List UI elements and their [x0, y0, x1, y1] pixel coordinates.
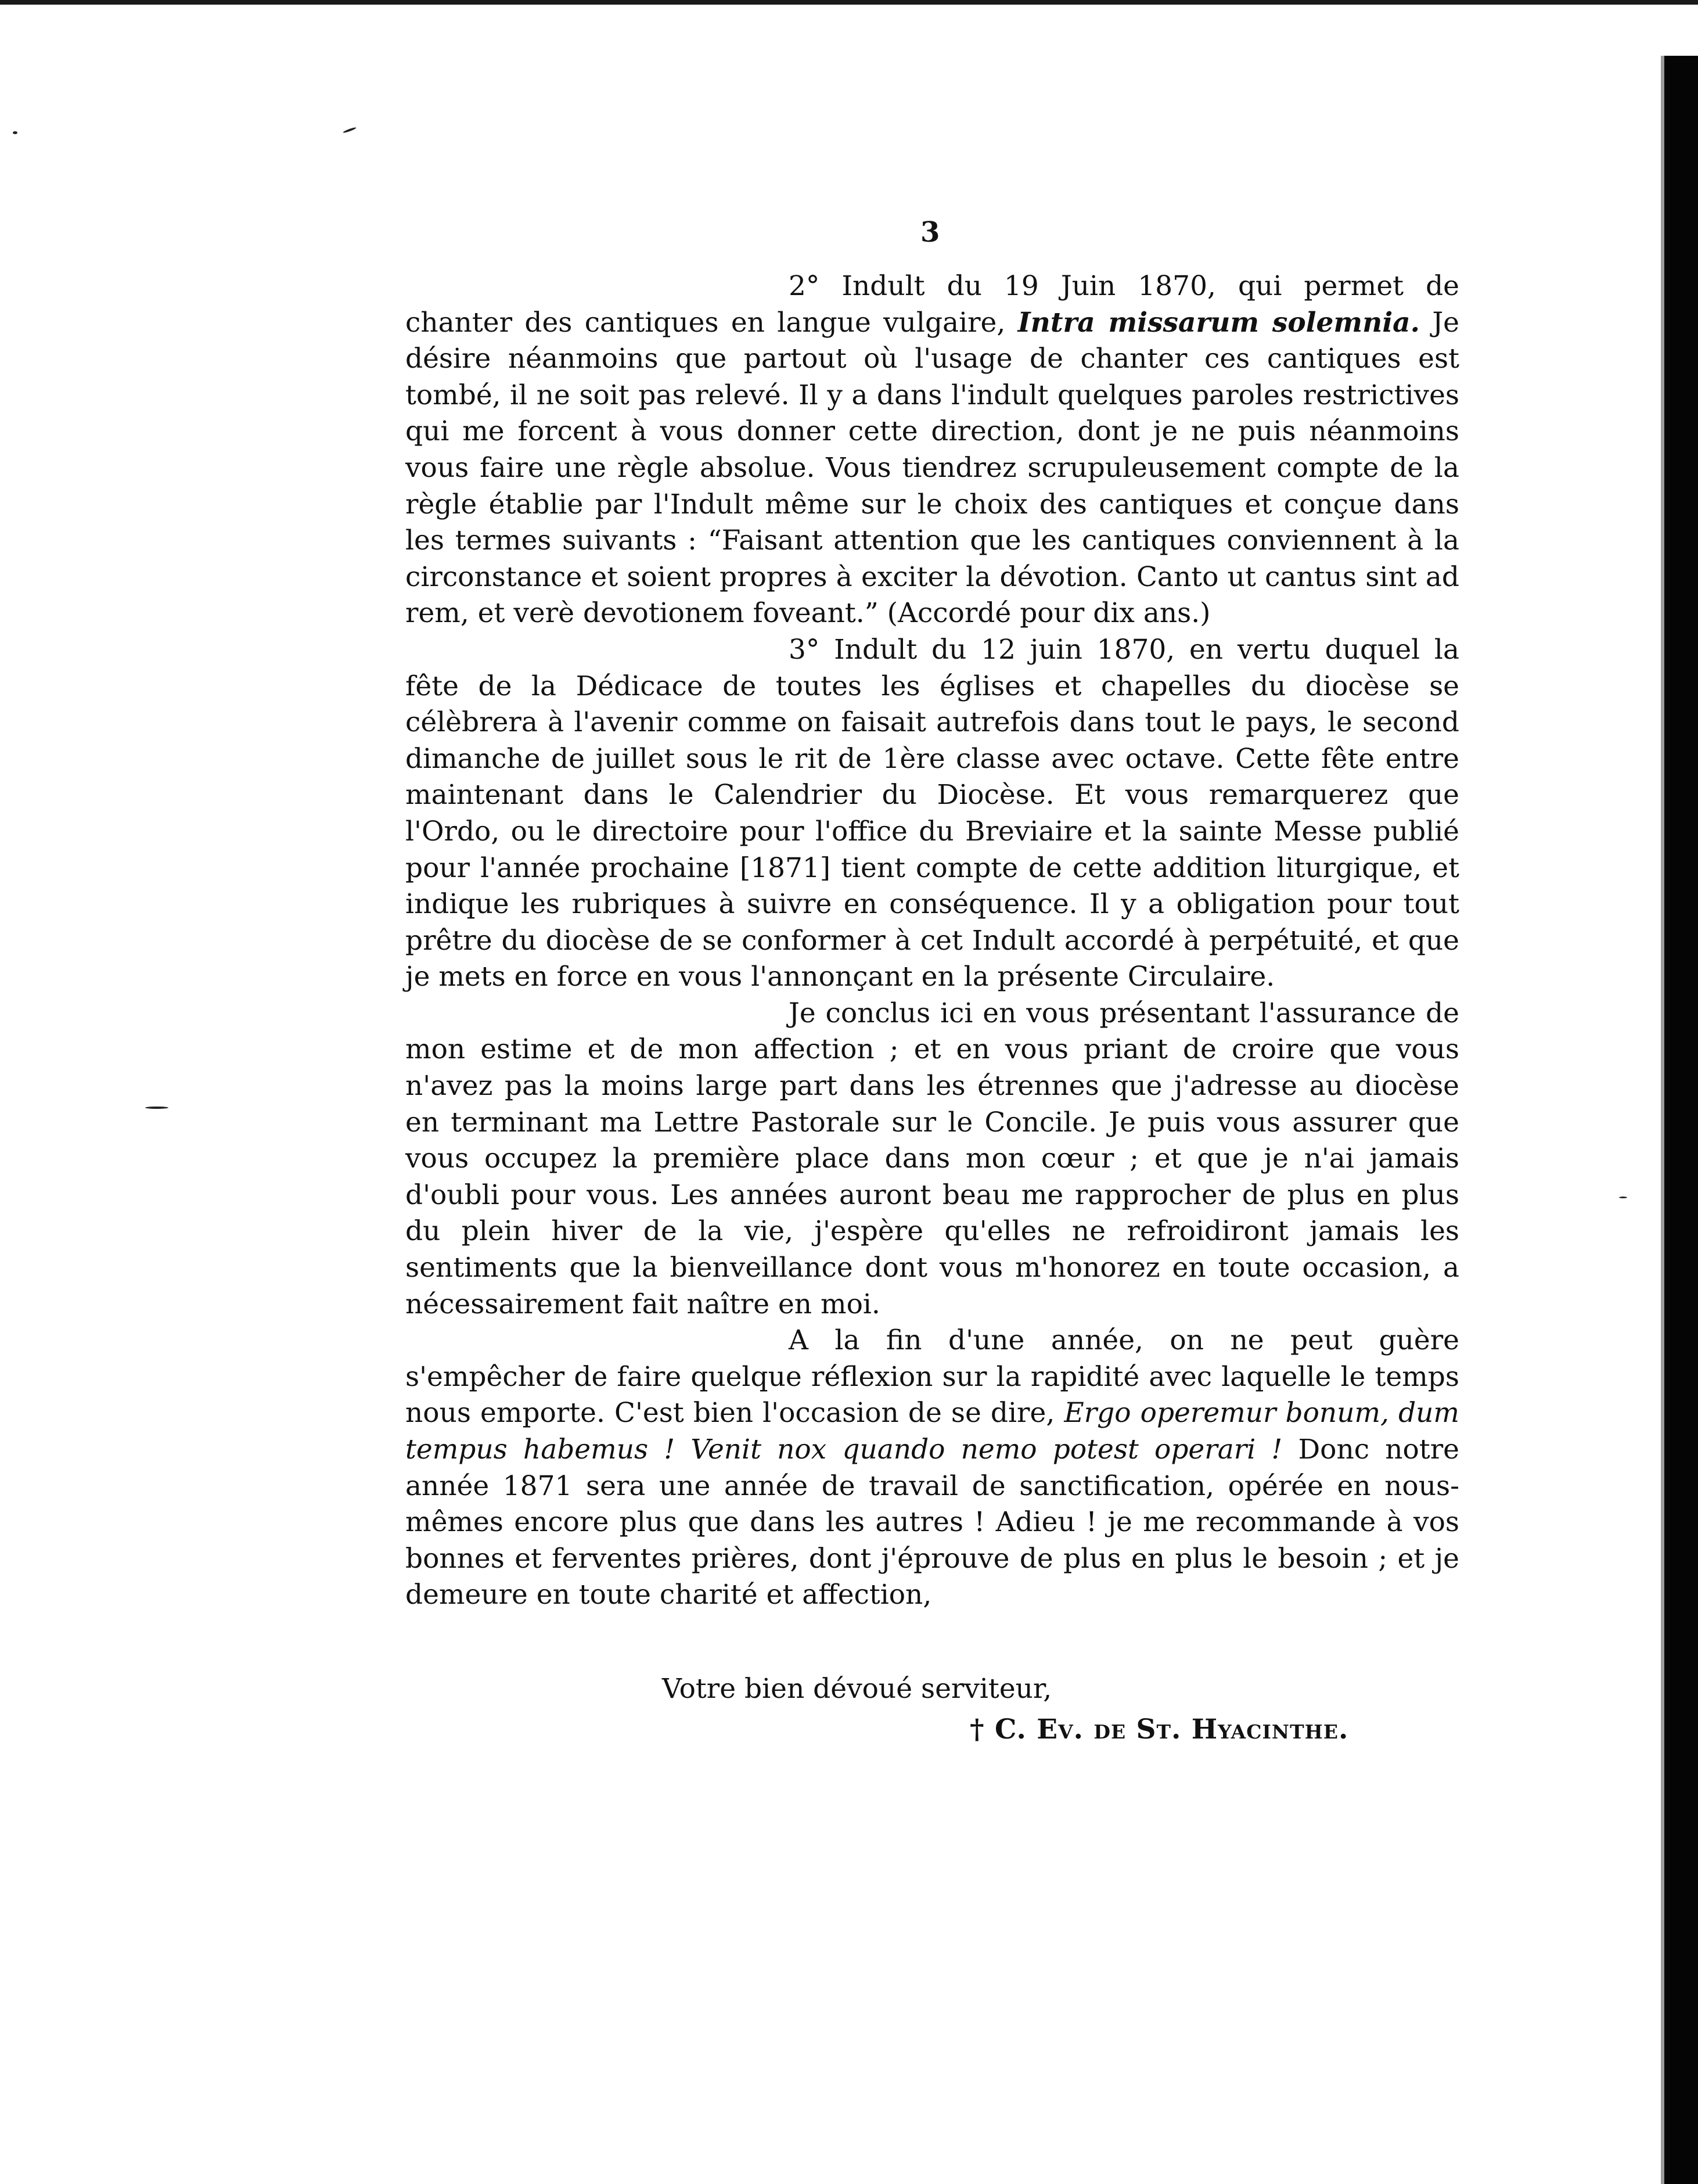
- latin-quote: Ergo operemur bonum, dum tempus habemus ! Venit nox quando nemo potest operari !: [405, 1397, 1460, 1465]
- signature: † C. Ev. de St. Hyacinthe.: [970, 1714, 1349, 1745]
- paragraph-indult-dedicace: 3° Indult du 12 juin 1870, en vertu duquel la fête de la Dédicace de toutes les églises et chapelles du diocèse se célèbrera à l'avenir comme on faisait autrefois dans tout le pays, le second dimanche de juillet sous le rit de 1ère classe avec octave. Cette fête entre maintenant dans le Calendrier du Diocèse. Et vous remarquerez que l'Ordo, ou le directoire pour l'office du Breviaire et la sainte Messe publié pour l'année prochaine [1871] tient compte de cette addition liturgique, et indique les rubriques à suivre en conséquence. Il y a obligation pour tout prêtre du diocèse de se conformer à cet Indult accordé à perpétuité, et que je mets en force en vous l'annonçant en la présente Circulaire.: [405, 633, 1459, 993]
- latin-phrase: Intra missarum solemnia.: [1017, 306, 1420, 339]
- paragraph-text: Je désire néanmoins que partout où l'usage de chanter ces cantiques est tombé, il ne soit pas relevé. Il y a dans l'indult quelques paroles restrictives qui me forcent à vous donner cette direction, dont je ne puis néanmoins vous faire une règle absolue. Vous tiendrez scrupuleusement compte de la règle établie par l'Indult même sur le choix des cantiques et conçue dans les termes suivants : “Faisant attention que les cantiques conviennent à la circonstance et soient propres à exciter la dévotion. Canto ut cantus sint ad rem, et verè devotionem foveant.” (Accordé pour dix ans.): [405, 306, 1459, 630]
- paragraph-conclusion: Je conclus ici en vous présentant l'assurance de mon estime et de mon affection ; et en vous priant de croire que vous n'avez pas la moins large part dans les étrennes que j'adresse au diocèse en terminant ma Lettre Pastorale sur le Concile. Je puis vous assurer que vous occupez la première place dans mon cœur ; et que je n'ai jamais d'oubli pour vous. Les années auront beau me rapprocher de plus en plus du plein hiver de la vie, j'espère qu'elles ne refroidiront jamais les sentiments que la bienveillance dont vous m'honorez en toute occasion, a nécessairement fait naître en moi.: [405, 997, 1459, 1320]
- paragraph-text: 2° Indult du 19 Juin 1870, qui permet de chanter des cantiques en langue vulgaire,: [405, 270, 1459, 339]
- scan-speck: [13, 131, 17, 134]
- closing-salutation: Votre bien dévoué serviteur,: [662, 1673, 1052, 1705]
- scan-top-edge: [0, 0, 1698, 5]
- paragraph-text: A la fin d'une année, on ne peut guère s'empêcher de faire quelque réflexion sur la rapidité avec laquelle le temps nous emporte. C'est bien l'occasion de se dire,: [405, 1324, 1459, 1429]
- body-text: [405, 268, 1459, 1614]
- page-number: 3: [920, 216, 940, 249]
- scan-speck: [343, 127, 357, 134]
- scan-right-edge: [1664, 56, 1698, 2184]
- paragraph-fin-annee: [405, 1323, 1459, 1614]
- paragraph-indult-cantiques: [405, 268, 1459, 632]
- paragraph-text: Donc notre année 1871 sera une année de travail de sanctification, opérée en nous-mêmes encore plus que dans les autres ! Adieu ! je me recommande à vos bonnes et ferventes prières, dont j'éprouve de plus en plus le besoin ; et je demeure en toute charité et affection,: [405, 1434, 1459, 1611]
- scan-speck: [1619, 1197, 1627, 1198]
- page-edge-shadow: [1661, 56, 1664, 2184]
- scan-speck: [145, 1107, 168, 1109]
